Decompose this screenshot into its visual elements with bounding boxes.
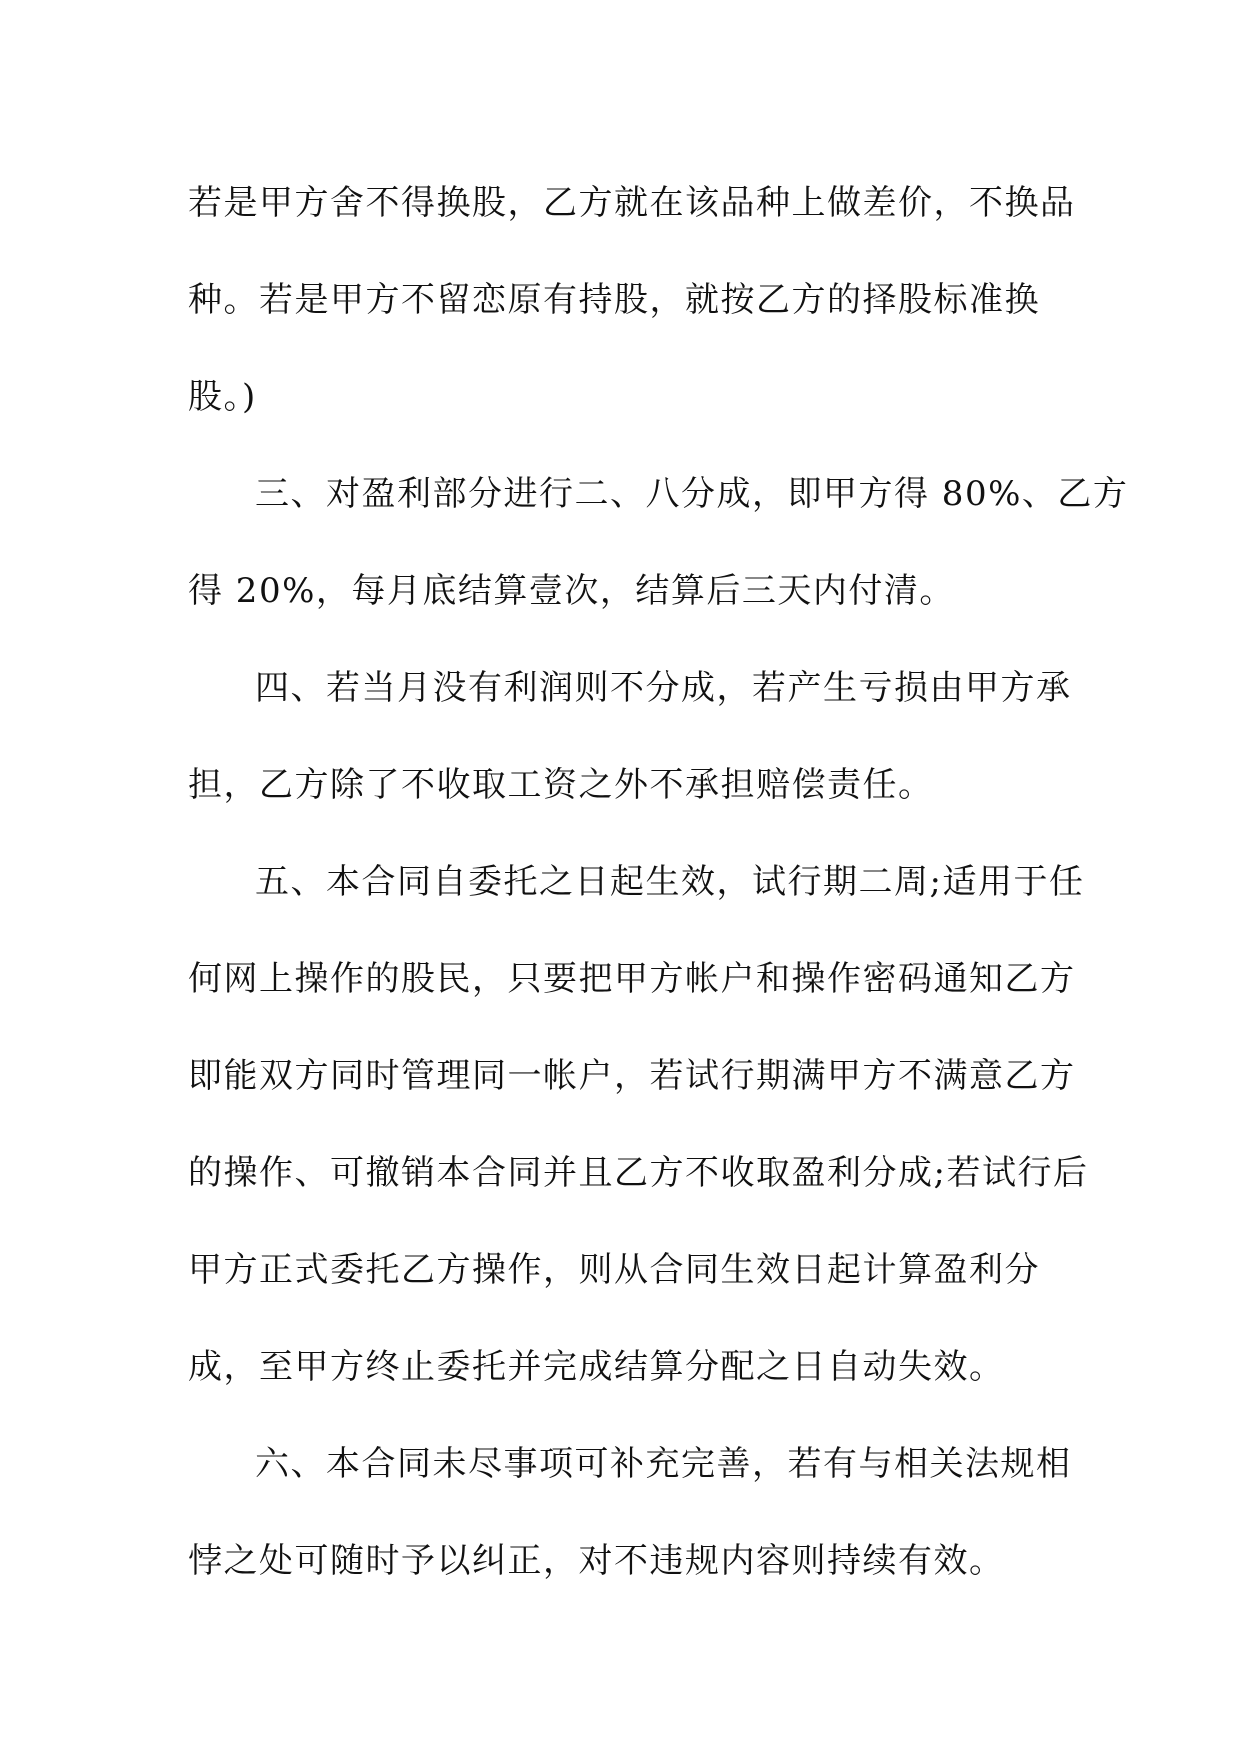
text-line: 若是甲方舍不得换股，乙方就在该品种上做差价，不换品 [188,183,1076,223]
text-line: 担，乙方除了不收取工资之外不承担赔偿责任。 [188,765,934,805]
text-line: 得 20%，每月底结算壹次，结算后三天内付清。 [188,571,955,611]
text-line: 悖之处可随时予以纠正，对不违规内容则持续有效。 [188,1541,1005,1581]
text-line: 种。若是甲方不留恋原有持股，就按乙方的择股标准换 [188,280,1040,320]
clause-four-line: 四、若当月没有利润则不分成，若产生亏损由甲方承 [255,668,1072,708]
clause-three-line: 三、对盈利部分进行二、八分成，即甲方得 80%、乙方 [255,474,1129,514]
text-line: 何网上操作的股民，只要把甲方帐户和操作密码通知乙方 [188,959,1076,999]
text-line: 甲方正式委托乙方操作，则从合同生效日起计算盈利分 [188,1250,1040,1290]
text-line: 股。) [188,377,257,417]
text-line: 的操作、可撤销本合同并且乙方不收取盈利分成;若试行后 [188,1153,1089,1193]
clause-six-line: 六、本合同未尽事项可补充完善，若有与相关法规相 [255,1444,1072,1484]
text-line: 即能双方同时管理同一帐户，若试行期满甲方不满意乙方 [188,1056,1076,1096]
clause-five-line: 五、本合同自委托之日起生效，试行期二周;适用于任 [255,862,1085,902]
text-line: 成，至甲方终止委托并完成结算分配之日自动失效。 [188,1347,1005,1387]
